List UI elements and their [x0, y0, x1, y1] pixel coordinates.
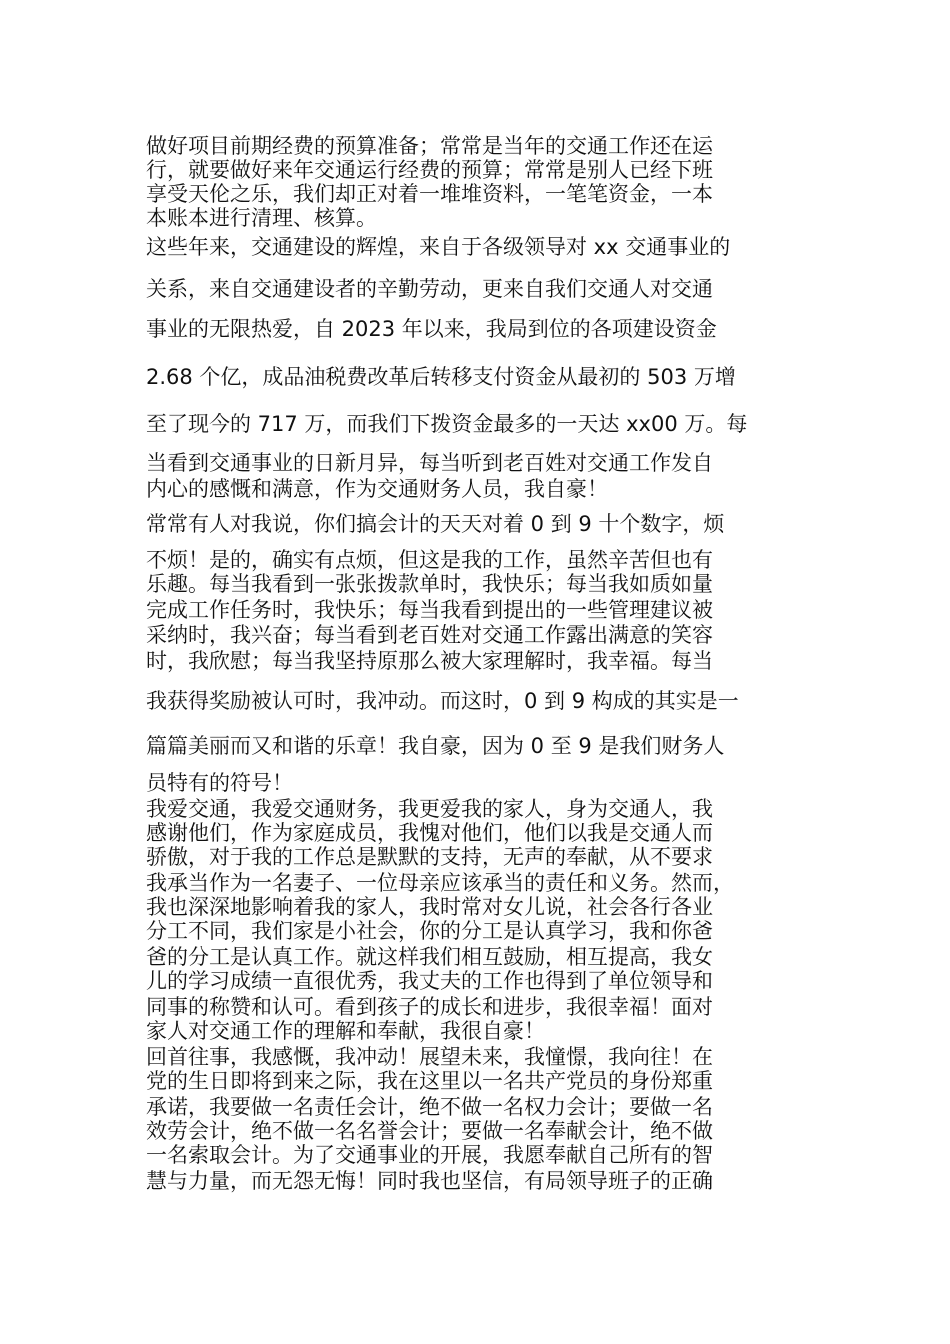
text-line: 家人对交通工作的理解和奉献，我很自豪！ [146, 1019, 545, 1043]
text-line: 当看到交通事业的日新月异，每当听到老百姓对交通工作发自 [146, 451, 713, 475]
text-line: 慧与力量，而无怨无悔！同时我也坚信，有局领导班子的正确 [146, 1169, 713, 1193]
text-line: 做好项目前期经费的预算准备；常常是当年的交通工作还在运 [146, 134, 713, 158]
text-line: 关系，来自交通建设者的辛勤劳动，更来自我们交通人对交通 [146, 277, 713, 301]
text-line: 效劳会计，绝不做一名名誉会计；要做一名奉献会计，绝不做 [146, 1119, 713, 1143]
text-line: 至了现今的 717 万，而我们下拨资金最多的一天达 xx00 万。每 [146, 412, 748, 436]
text-line: 内心的感慨和满意，作为交通财务人员，我自豪！ [146, 477, 608, 501]
text-line: 我获得奖励被认可时，我冲动。而这时，0 到 9 构成的其实是一 [146, 689, 739, 713]
text-line: 员特有的符号！ [146, 771, 293, 795]
text-line: 篇篇美丽而又和谐的乐章！我自豪，因为 0 至 9 是我们财务人 [146, 734, 725, 758]
text-line: 时，我欣慰；每当我坚持原那么被大家理解时，我幸福。每当 [146, 649, 713, 673]
text-line: 我也深深地影响着我的家人，我时常对女儿说，社会各行各业 [146, 895, 713, 919]
text-line: 完成工作任务时，我快乐；每当我看到提出的一些管理建议被 [146, 598, 713, 622]
text-line: 这些年来，交通建设的辉煌，来自于各级领导对 xx 交通事业的 [146, 235, 731, 259]
text-line: 采纳时，我兴奋；每当看到老百姓对交通工作露出满意的笑容 [146, 623, 713, 647]
text-line: 爸的分工是认真工作。就这样我们相互鼓励，相互提高，我女 [146, 945, 713, 969]
text-line: 事业的无限热爱，自 2023 年以来，我局到位的各项建设资金 [146, 317, 717, 341]
text-line: 乐趣。每当我看到一张张拨款单时，我快乐；每当我如质如量 [146, 572, 713, 596]
text-line: 分工不同，我们家是小社会，你的分工是认真学习，我和你爸 [146, 919, 713, 943]
text-line: 承诺，我要做一名责任会计，绝不做一名权力会计；要做一名 [146, 1095, 713, 1119]
text-line: 我爱交通，我爱交通财务，我更爱我的家人，身为交通人，我 [146, 797, 713, 821]
text-line: 我承当作为一名妻子、一位母亲应该承当的责任和义务。然而， [146, 871, 734, 895]
text-line: 享受天伦之乐，我们却正对着一堆堆资料，一笔笔资金，一本 [146, 182, 713, 206]
text-line: 一名索取会计。为了交通事业的开展，我愿奉献自己所有的智 [146, 1143, 713, 1167]
text-line: 不烦！是的，确实有点烦，但这是我的工作，虽然辛苦但也有 [146, 548, 713, 572]
text-line: 回首往事，我感慨，我冲动！展望未来，我憧憬，我向往！在 [146, 1045, 713, 1069]
text-line: 常常有人对我说，你们搞会计的天天对着 0 到 9 十个数字，烦 [146, 512, 725, 536]
text-line: 本账本进行清理、核算。 [146, 206, 377, 230]
text-line: 骄傲，对于我的工作总是默默的支持，无声的奉献，从不要求 [146, 845, 713, 869]
text-line: 儿的学习成绩一直很优秀，我丈夫的工作也得到了单位领导和 [146, 969, 713, 993]
text-line: 2.68 个亿，成品油税费改革后转移支付资金从最初的 503 万增 [146, 365, 736, 389]
text-line: 行，就要做好来年交通运行经费的预算；常常是别人已经下班 [146, 158, 713, 182]
text-line: 感谢他们，作为家庭成员，我愧对他们，他们以我是交通人而 [146, 821, 713, 845]
text-line: 同事的称赞和认可。看到孩子的成长和进步，我很幸福！面对 [146, 995, 713, 1019]
text-line: 党的生日即将到来之际，我在这里以一名共产党员的身份郑重 [146, 1069, 713, 1093]
